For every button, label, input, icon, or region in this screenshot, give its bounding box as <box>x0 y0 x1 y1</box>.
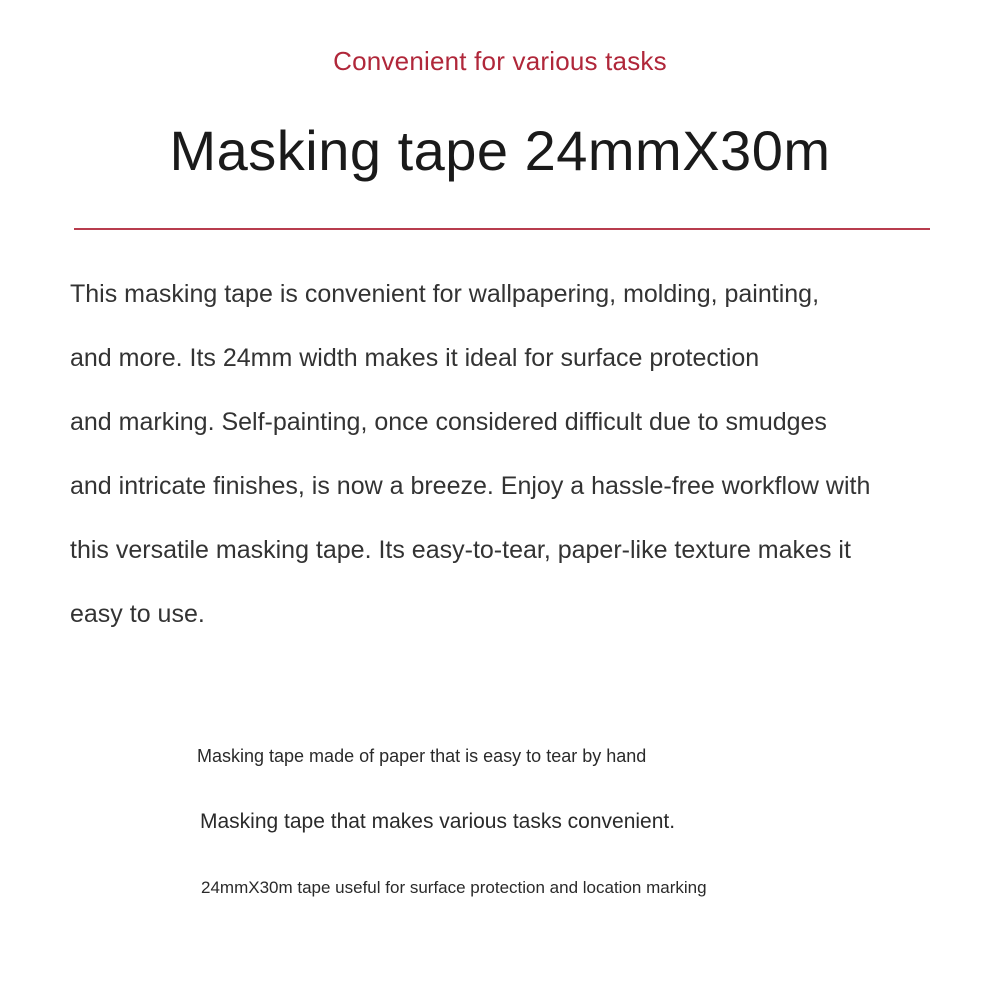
description-line: This masking tape is convenient for wallpapering, molding, painting, <box>70 280 820 308</box>
page-subtitle: Convenient for various tasks <box>333 46 667 76</box>
product-description <box>70 262 932 646</box>
title-divider <box>74 228 930 230</box>
page-title: Masking tape 24mmX30m <box>169 119 831 182</box>
feature-item: Masking tape that makes various tasks convenient. <box>200 810 676 833</box>
description-line: and marking. Self-painting, once considered difficult due to smudges <box>70 408 827 436</box>
description-line: this versatile masking tape. Its easy-to-tear, paper-like texture makes it <box>70 536 851 564</box>
description-line: and intricate finishes, is now a breeze. Enjoy a hassle-free workflow with <box>70 472 871 500</box>
feature-item: 24mmX30m tape useful for surface protection and location marking <box>201 878 707 897</box>
description-line: and more. Its 24mm width makes it ideal for surface protection <box>70 344 760 372</box>
feature-item: Masking tape made of paper that is easy to tear by hand <box>197 746 647 766</box>
description-line: easy to use. <box>70 600 205 628</box>
